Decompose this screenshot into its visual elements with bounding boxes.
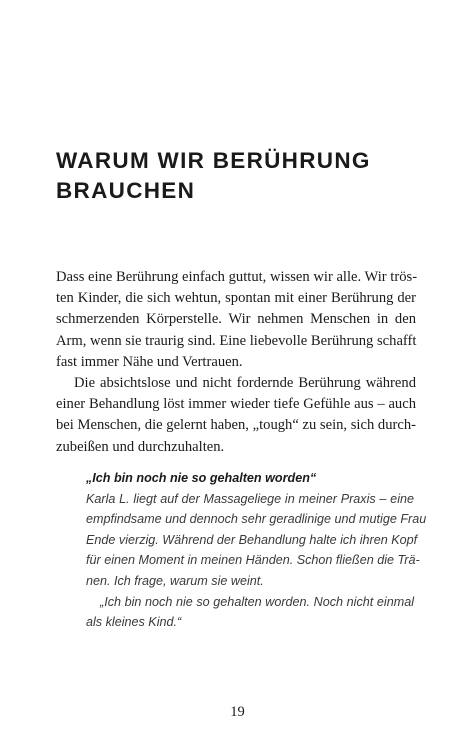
quote-line: „Ich bin noch nie so gehalten worden. Noch nicht einmal [100, 594, 414, 609]
quote-line: Karla L. liegt auf der Massageliege in meiner Praxis – eine [86, 491, 414, 506]
text-line: Dass eine Berührung einfach guttut, wissen wir alle. Wir trös- [56, 269, 418, 285]
text-line: fast immer Nähe und Vertrauen. [56, 353, 243, 370]
page-number: 19 [230, 704, 245, 720]
quote-line: nen. Ich frage, warum sie weint. [86, 573, 264, 588]
chapter-title-line-1: WARUM WIR BERÜHRUNG [56, 148, 371, 173]
text-line: schmerzenden Körperstelle. Wir nehmen Menschen in den [56, 311, 416, 328]
text-line: Die absichtslose und nicht fordernde Berührung während [74, 374, 416, 391]
quote-heading: „Ich bin noch nie so gehalten worden“ [86, 471, 317, 485]
chapter-title [56, 146, 416, 206]
chapter-title-line-2: BRAUCHEN [56, 178, 196, 203]
quote-line: Ende vierzig. Während der Behandlung halte ich ihren Kopf [86, 532, 418, 547]
text-line: bei Menschen, die gelernt haben, „tough“ zu sein, sich durch- [56, 417, 416, 434]
quote-line: empfindsame und dennoch sehr geradlinige und mutige Frau [86, 512, 427, 527]
body-text [56, 267, 416, 458]
quote-paragraph-2 [86, 592, 414, 633]
quote-paragraph-1 [86, 489, 427, 592]
quote-line: als kleines Kind.“ [86, 615, 182, 630]
text-line: ten Kinder, die sich wehtun, spontan mit einer Berührung der [56, 290, 416, 307]
case-quote-block [86, 468, 427, 633]
quote-line: für einen Moment in meinen Händen. Schon fließen die Trä- [86, 553, 420, 568]
paragraph-1 [56, 267, 416, 373]
text-line: zubeißen und durchzuhalten. [56, 438, 225, 455]
text-line: einer Behandlung löst immer wieder tiefe Gefühle aus – auch [56, 396, 416, 413]
text-line: Arm, wenn sie traurig sind. Eine liebevolle Berührung schafft [56, 332, 417, 349]
paragraph-2 [56, 373, 416, 458]
